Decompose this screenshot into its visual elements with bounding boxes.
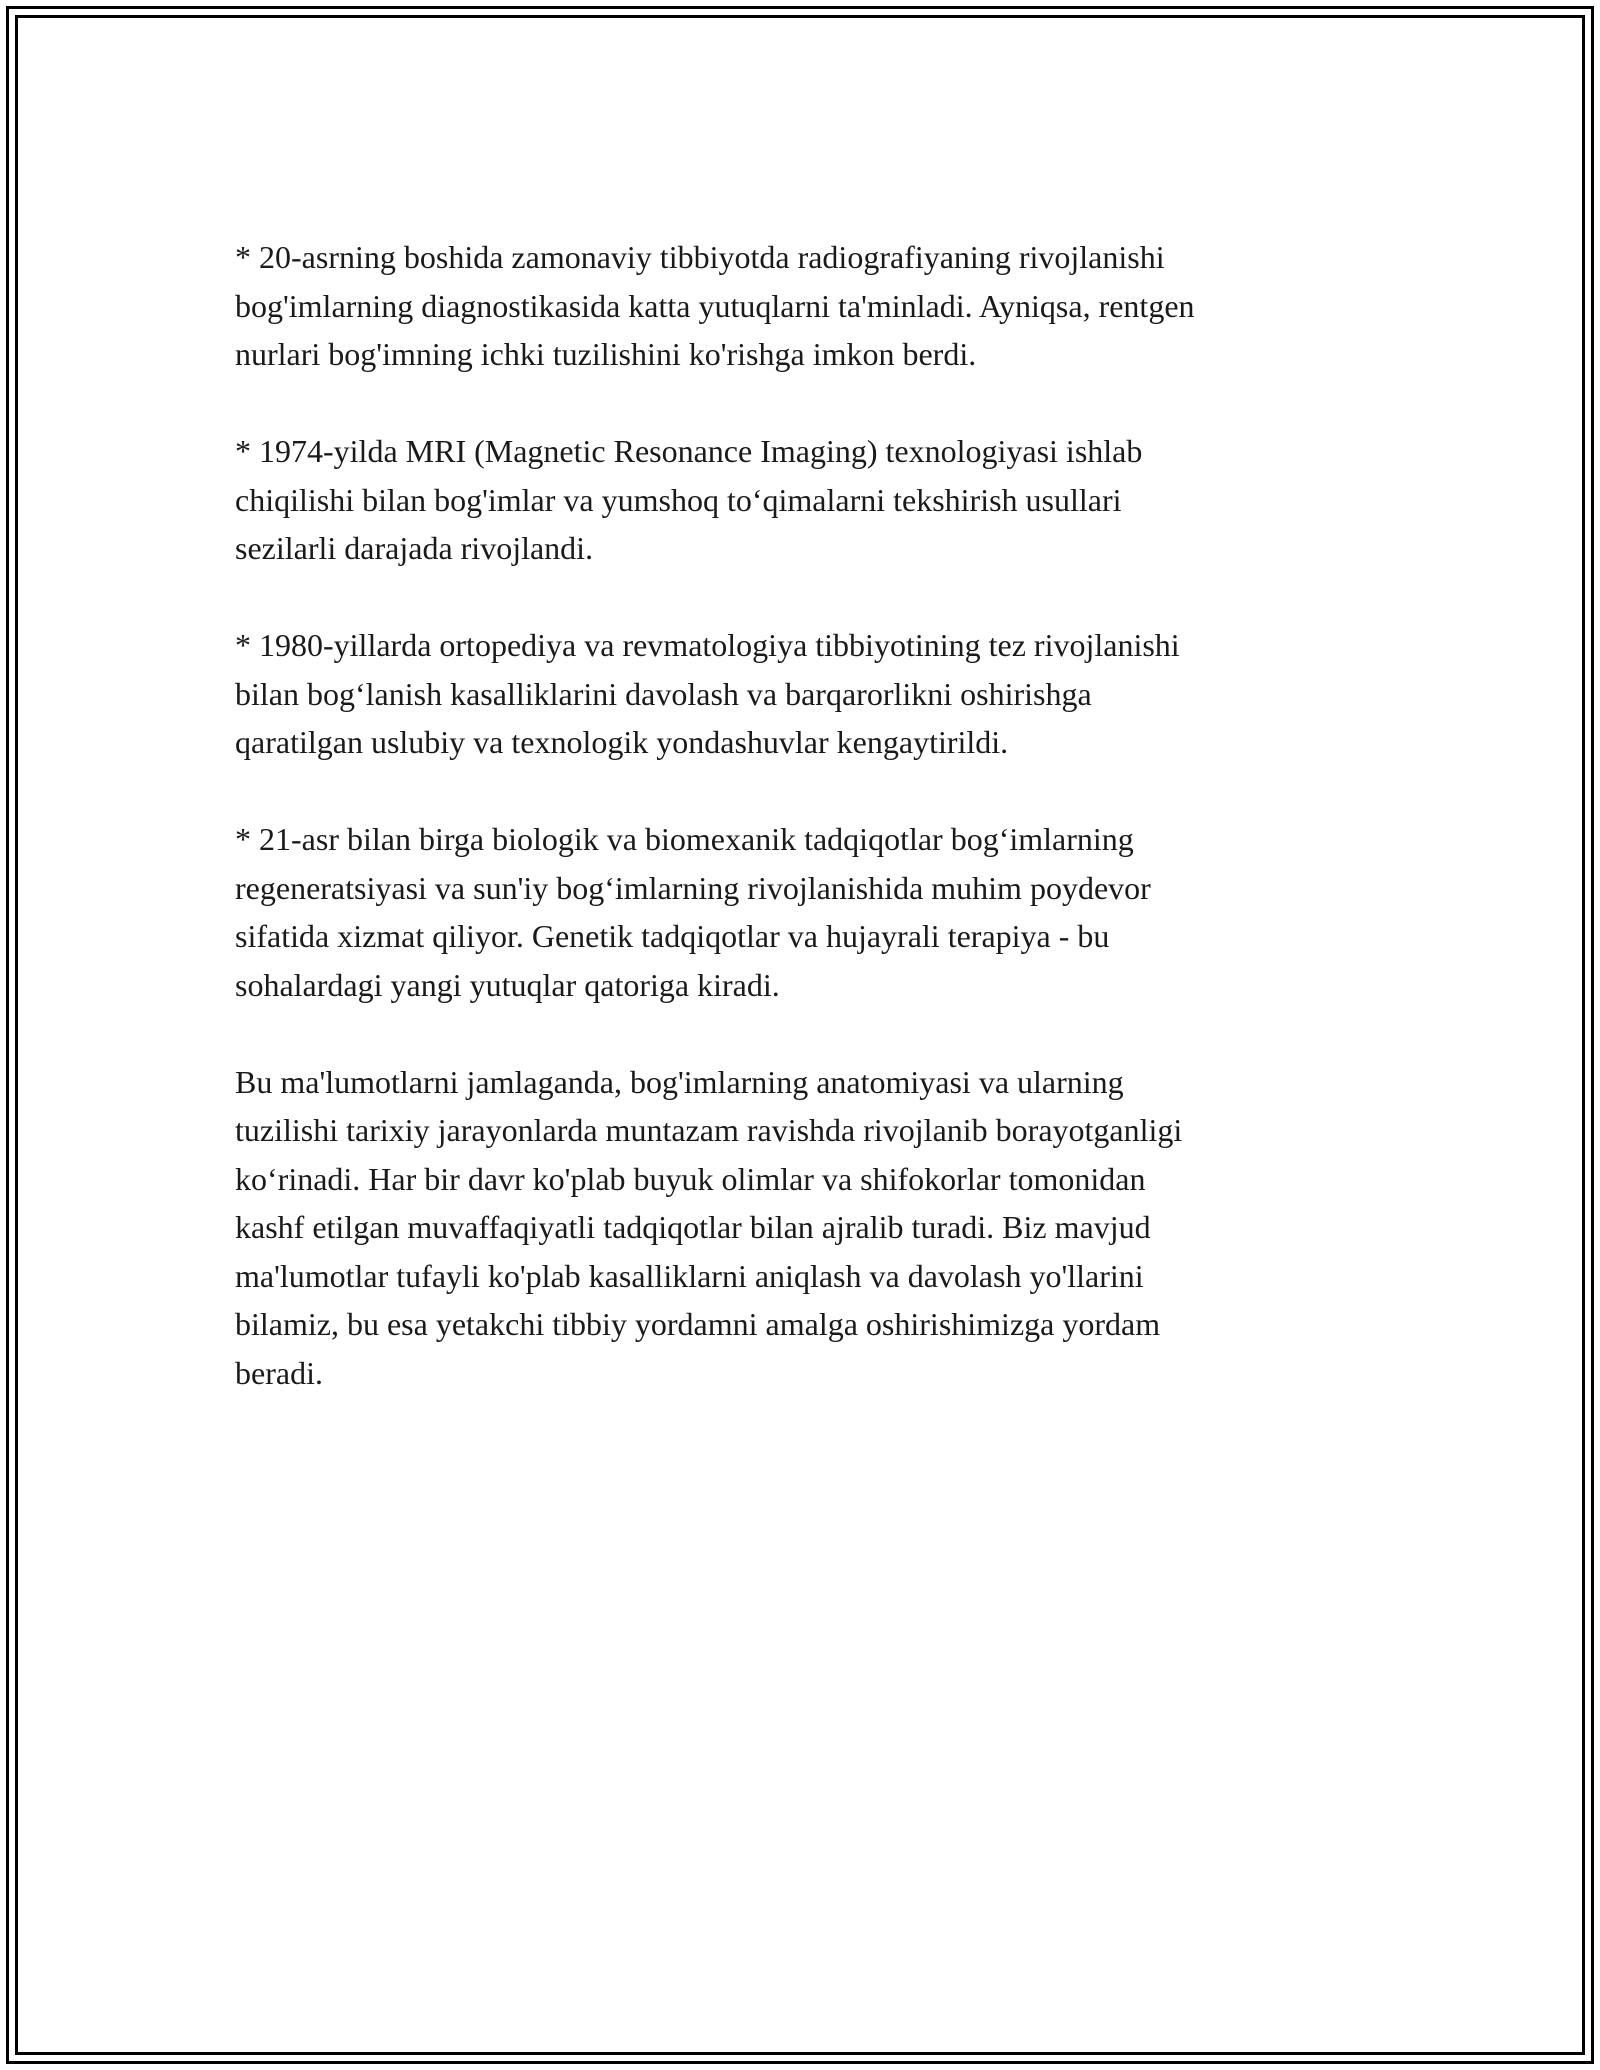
bullet-paragraph-mri: * 1974-yilda MRI (Magnetic Resonance Imaging) texnologiyasi ishlab chiqilishi bilan bog'imlar va yumshoq to‘qimalarni tekshirish usullari sezilarli darajada rivojlandi. <box>235 433 1143 566</box>
bullet-paragraph-21st-century: * 21-asr bilan birga biologik va biomexanik tadqiqotlar bog‘imlarning regeneratsiyasi va sun'iy bog‘imlarning rivojlanishida muhim poydevor sifatida xizmat qiliyor. Genetik tadqiqotlar va hujayrali terapiya - bu sohalardagi yangi yutuqlar qatoriga kiradi. <box>235 821 1151 1003</box>
bullet-paragraph-radiography: * 20-asrning boshida zamonaviy tibbiyotda radiografiyaning rivojlanishi bog'imlarning diagnostikasida katta yutuqlarni ta'minladi. Ayniqsa, rentgen nurlari bog'imning ichki tuzilishini ko'rishga imkon berdi. <box>235 239 1195 372</box>
document-body <box>235 233 1365 1446</box>
conclusion-paragraph: Bu ma'lumotlarni jamlaganda, bog'imlarning anatomiyasi va ularning tuzilishi tarixiy jarayonlarda muntazam ravishda rivojlanib borayotganligi ko‘rinadi. Har bir davr ko'plab buyuk olimlar va shifokorlar tomonidan kashf etilgan muvaffaqiyatli tadqiqotlar bilan ajralib turadi. Biz mavjud ma'lumotlar tufayli ko'plab kasalliklarni aniqlash va davolash yo'llarini bilamiz, bu esa yetakchi tibbiy yordamni amalga oshirishimizga yordam beradi. <box>235 1063 1183 1391</box>
bullet-paragraph-orthopedics: * 1980-yillarda ortopediya va revmatologiya tibbiyotining tez rivojlanishi bilan bog‘lanish kasalliklarini davolash va barqarorlikni oshirishga qaratilgan uslubiy va texnologik yondashuvlar kengaytirildi. <box>235 627 1180 760</box>
